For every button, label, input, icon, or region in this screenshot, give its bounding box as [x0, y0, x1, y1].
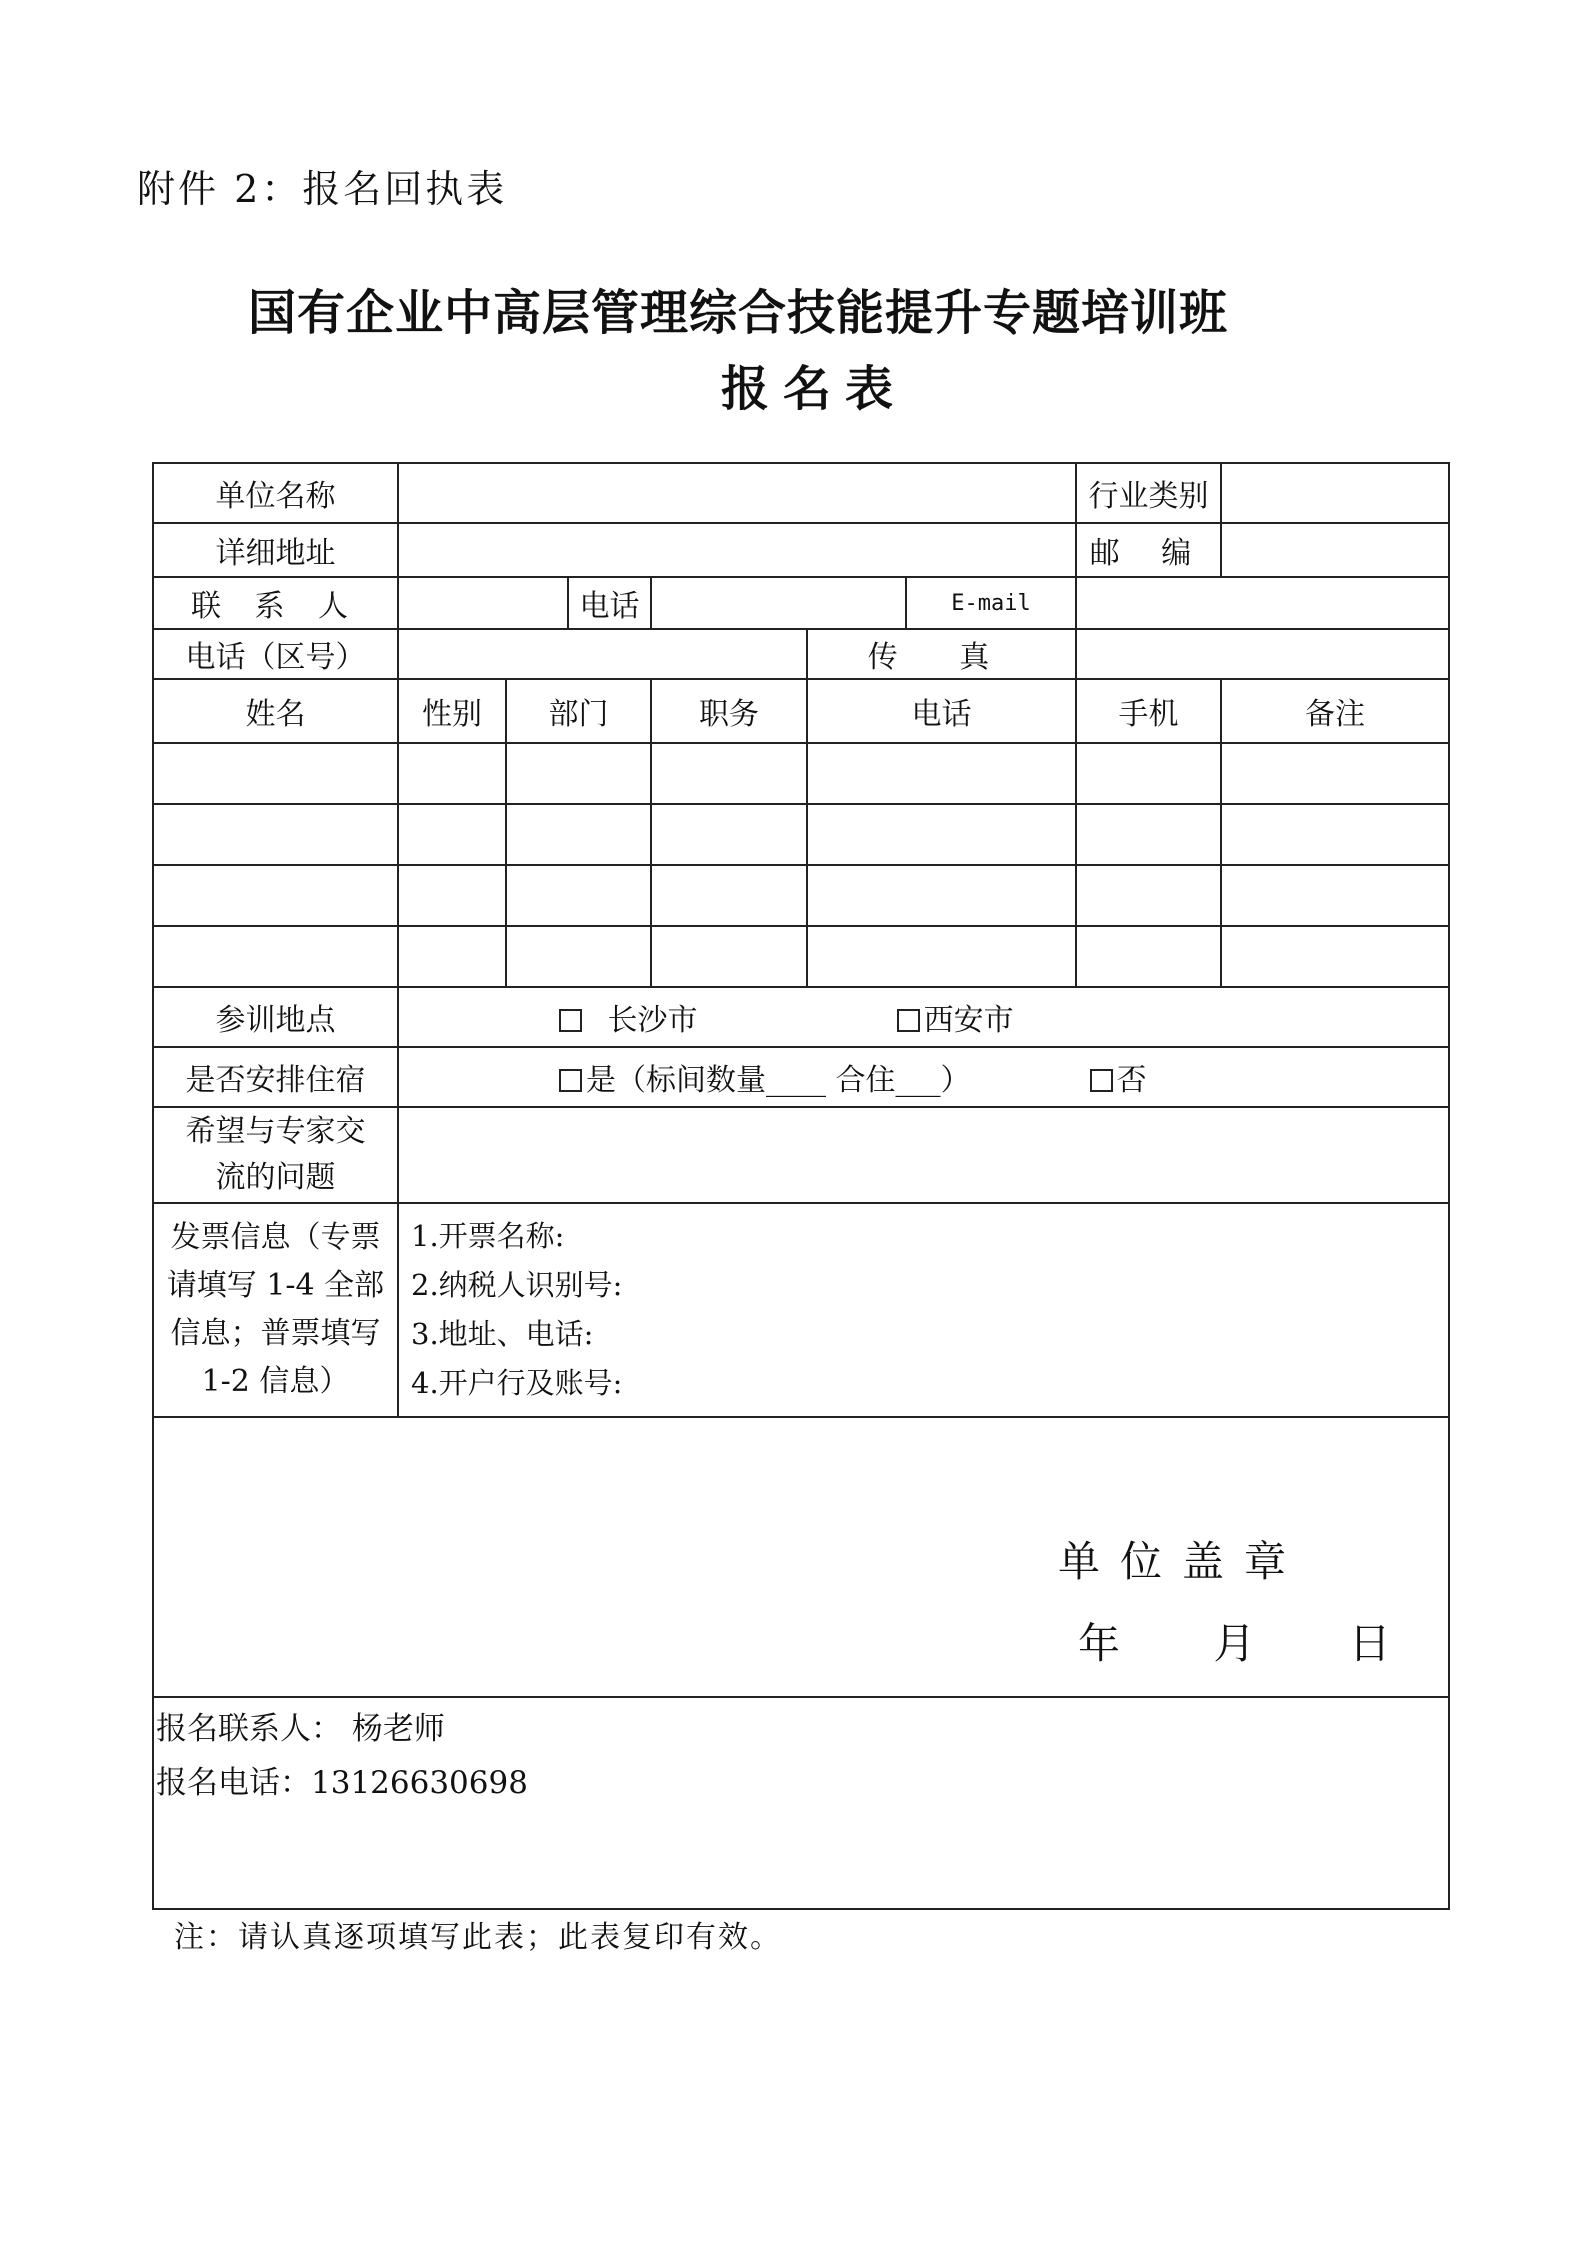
option-changsha-label: 长沙市	[607, 1003, 698, 1038]
phone-area-label: 电话（区号）	[153, 629, 398, 679]
table-cell[interactable]	[398, 865, 506, 926]
address-field[interactable]	[398, 523, 1076, 577]
table-cell[interactable]	[153, 926, 398, 987]
table-cell[interactable]	[651, 865, 807, 926]
phone-area-field[interactable]	[398, 629, 807, 679]
phone-line: 报名电话：13126630698	[156, 1765, 528, 1801]
training-location-options	[398, 987, 1449, 1047]
table-row	[153, 865, 1449, 926]
seal-text: 单位盖章	[1058, 1537, 1307, 1586]
lodging-label: 是否安排住宿	[153, 1047, 398, 1107]
seal-area[interactable]	[153, 1417, 1449, 1697]
form-subtitle: 报名表	[720, 361, 907, 417]
postcode-label: 邮 编	[1076, 523, 1221, 577]
table-cell[interactable]	[807, 804, 1076, 865]
contact-line: 报名联系人： 杨老师	[156, 1711, 445, 1747]
table-cell[interactable]	[153, 804, 398, 865]
table-cell[interactable]	[1221, 865, 1449, 926]
table-cell[interactable]	[398, 926, 506, 987]
col-header: 性别	[398, 679, 506, 743]
table-cell[interactable]	[1076, 926, 1221, 987]
table-cell[interactable]	[1221, 926, 1449, 987]
table-cell[interactable]	[506, 804, 651, 865]
col-header: 姓名	[153, 679, 398, 743]
industry-label: 行业类别	[1076, 463, 1221, 523]
table-cell[interactable]	[807, 743, 1076, 804]
table-cell[interactable]	[153, 865, 398, 926]
unit-name-field[interactable]	[398, 463, 1076, 523]
invoice-line[interactable]: 4.开户行及账号:	[411, 1366, 623, 1400]
training-location-label: 参训地点	[153, 987, 398, 1047]
attachment-label: 附件 2：报名回执表	[137, 167, 508, 211]
invoice-fields	[398, 1203, 1449, 1417]
contact-person-label: 联 系 人	[153, 577, 398, 629]
table-cell[interactable]	[651, 743, 807, 804]
col-header: 备注	[1221, 679, 1449, 743]
date-text: 年 月 日	[1078, 1619, 1431, 1668]
questions-label: 希望与专家交流的问题	[153, 1107, 398, 1203]
lodging-options	[398, 1047, 1449, 1107]
email-field[interactable]	[1076, 577, 1449, 629]
invoice-line[interactable]: 2.纳税人识别号:	[411, 1268, 623, 1302]
checkbox-lodging-yes[interactable]	[559, 1069, 582, 1092]
lodging-yes-label: 是（标间数量____ 合住___）	[586, 1063, 971, 1098]
invoice-line[interactable]: 1.开票名称:	[411, 1219, 565, 1253]
checkbox-lodging-no[interactable]	[1090, 1069, 1113, 1092]
table-cell[interactable]	[1221, 743, 1449, 804]
fax-label: 传 真	[807, 629, 1076, 679]
email-label: E-mail	[906, 577, 1076, 629]
contact-info	[153, 1697, 1449, 1909]
table-cell[interactable]	[807, 926, 1076, 987]
postcode-field[interactable]	[1221, 523, 1449, 577]
option-xian-label: 西安市	[923, 1003, 1014, 1038]
invoice-line[interactable]: 3.地址、电话:	[411, 1317, 594, 1351]
registration-table	[152, 462, 1450, 1910]
table-cell[interactable]	[1076, 804, 1221, 865]
form-title: 国有企业中高层管理综合技能提升专题培训班	[248, 285, 1229, 341]
table-row	[153, 804, 1449, 865]
address-label: 详细地址	[153, 523, 398, 577]
col-header: 部门	[506, 679, 651, 743]
table-cell[interactable]	[506, 926, 651, 987]
lodging-no-label: 否	[1116, 1063, 1147, 1098]
table-cell[interactable]	[398, 743, 506, 804]
table-cell[interactable]	[506, 865, 651, 926]
invoice-label: 发票信息（专票请填写 1-4 全部信息；普票填写 1-2 信息）	[153, 1203, 398, 1417]
table-cell[interactable]	[651, 804, 807, 865]
table-cell[interactable]	[398, 804, 506, 865]
industry-field[interactable]	[1221, 463, 1449, 523]
table-cell[interactable]	[807, 865, 1076, 926]
table-cell[interactable]	[506, 743, 651, 804]
contact-person-field[interactable]	[398, 577, 568, 629]
phone-label: 电话	[568, 577, 651, 629]
footnote: 注：请认真逐项填写此表；此表复印有效。	[174, 1920, 782, 1955]
table-cell[interactable]	[651, 926, 807, 987]
col-header: 手机	[1076, 679, 1221, 743]
unit-name-label: 单位名称	[153, 463, 398, 523]
phone-field[interactable]	[651, 577, 906, 629]
fax-field[interactable]	[1076, 629, 1449, 679]
table-row	[153, 926, 1449, 987]
questions-field[interactable]	[398, 1107, 1449, 1203]
col-header: 职务	[651, 679, 807, 743]
table-row	[153, 743, 1449, 804]
table-cell[interactable]	[153, 743, 398, 804]
table-cell[interactable]	[1076, 743, 1221, 804]
col-header: 电话	[807, 679, 1076, 743]
table-cell[interactable]	[1221, 804, 1449, 865]
table-cell[interactable]	[1076, 865, 1221, 926]
checkbox-xian[interactable]	[897, 1009, 920, 1032]
checkbox-changsha[interactable]	[559, 1009, 582, 1032]
